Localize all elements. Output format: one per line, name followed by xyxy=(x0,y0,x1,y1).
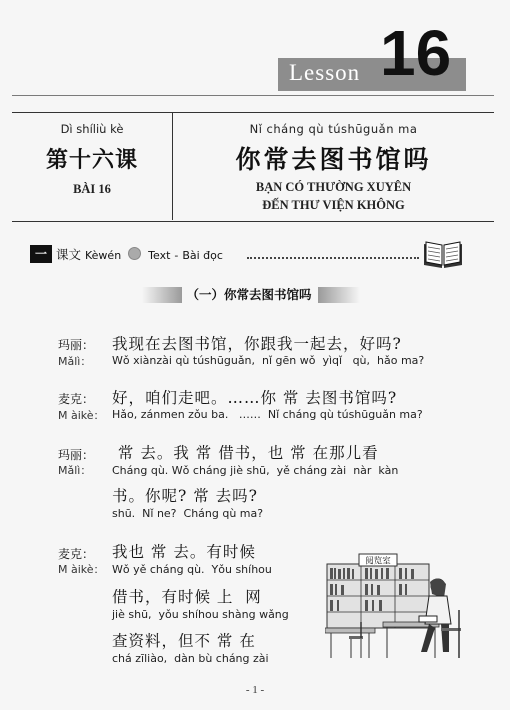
speaker-chinese: 玛丽： xyxy=(58,448,95,462)
lesson-title-pinyin: Nǐ cháng qù túshūguǎn ma xyxy=(249,122,418,136)
dialogue-pinyin-line: shū. Nǐ ne? Cháng qù ma? xyxy=(112,507,264,520)
dialogue-chinese-line: 借书，有时候 上 网 xyxy=(112,588,262,606)
dialogue-pinyin-line: chá zīliào, dàn bù cháng zài xyxy=(112,652,269,665)
speaker-pinyin: Mǎlì： xyxy=(58,464,92,477)
dialogue-pinyin-line: Hǎo, zánmen zǒu ba. …… Nǐ cháng qù túshūguǎn ma? xyxy=(112,408,423,421)
dialogue-chinese-line: 查资料，但不 常 在 xyxy=(112,632,256,650)
speaker-pinyin: Mǎlì： xyxy=(58,355,92,368)
dotted-leader xyxy=(247,257,419,259)
speaker-chinese: 玛丽： xyxy=(58,338,95,352)
lesson-word: Lesson xyxy=(289,60,361,85)
dialogue-subtitle: （一）你常去图书馆吗 xyxy=(186,287,312,302)
speaker-chinese: 麦克： xyxy=(58,392,95,406)
dialogue-pinyin-line: Cháng qù. Wǒ cháng jiè shū, yě cháng zài nàr kàn xyxy=(112,464,399,477)
section-heading-vietnamese: Bài đọc xyxy=(182,249,223,262)
speaker-pinyin: M àikè： xyxy=(58,409,105,422)
dialogue-pinyin-line: jiè shū, yǒu shíhou shàng wǎng xyxy=(112,608,289,621)
lesson-number-vietnamese: BÀI 16 xyxy=(73,182,111,196)
open-book-icon xyxy=(422,238,464,270)
banner-rule xyxy=(12,95,494,96)
section-heading xyxy=(56,245,223,263)
section-heading-separator: - xyxy=(174,249,179,262)
lesson-number-chinese: 第十六课 xyxy=(45,147,138,173)
subtitle-bar-right xyxy=(318,287,360,303)
lesson-number: 16 xyxy=(380,17,452,89)
bullet-circle-icon xyxy=(128,247,141,260)
dialogue-pinyin-line: Wǒ xiànzài qù túshūguǎn, nǐ gēn wǒ yìqǐ qù, hǎo ma? xyxy=(112,354,425,367)
reading-room-sign: 阅览室 xyxy=(365,556,391,567)
dialogue-chinese-line: 我现在去图书馆，你跟我一起去，好吗? xyxy=(112,335,402,353)
speaker-chinese: 麦克： xyxy=(58,547,95,561)
dialogue-chinese-line: 我也 常 去。有时候 xyxy=(112,543,256,561)
dialogue-pinyin-line: Wǒ yě cháng qù. Yǒu shíhou xyxy=(112,563,272,576)
section-heading-pinyin: Kèwén xyxy=(85,249,122,262)
dialogue-chinese-line: 常 去。我 常 借书，也 常 在那儿看 xyxy=(112,444,379,462)
section-marker: 一 xyxy=(30,245,52,263)
lesson-title-chinese: 你常去图书馆吗 xyxy=(235,145,432,174)
section-heading-english: Text xyxy=(148,249,171,262)
speaker-pinyin: M àikè： xyxy=(58,563,105,576)
lesson-title-vietnamese-1: BẠN CÓ THƯỜNG XUYÊN xyxy=(255,180,412,194)
reading-room-illustration xyxy=(325,552,465,660)
lesson-number-pinyin: Dì shíliù kè xyxy=(60,122,124,136)
section-heading-chinese: 课文 xyxy=(56,247,82,262)
dialogue-chinese-line: 书。你呢? 常 去吗? xyxy=(112,487,258,505)
page-number: - 1 - xyxy=(245,684,265,696)
dialogue-chinese-line: 好，咱们走吧。……你 常 去图书馆吗? xyxy=(112,389,398,407)
lesson-title-vietnamese-2: ĐẾN THƯ VIỆN KHÔNG xyxy=(262,198,405,212)
